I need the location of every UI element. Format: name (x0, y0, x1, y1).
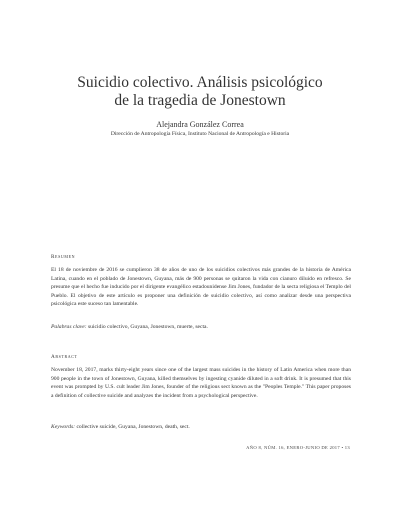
abstract-heading: Abstract (51, 354, 78, 360)
abstract-keywords-text: collective suicide, Guyana, Jonestown, death, sect. (76, 424, 190, 430)
page-footer: AÑO 8, NÚM. 16, ENERO-JUNIO DE 2017 • 13 (246, 445, 350, 450)
abstract-text: November 18, 2017, marks thirty-eight years since one of the largest mass suicides in the history of Latin America when more than 900 people in the town of Jonestown, Guyana, killed themselves by ingesting cyanide diluted in a soft drink. It is presumed that this event was prompted by U.S. cult leader Jim Jones, founder of the religious sect known as the "Peoples Temple." This paper proposes a definition of collective suicide and analyzes the incident from a psychological perspective. (51, 367, 351, 399)
title-line-2: de la tragedia de Jonestown (114, 92, 286, 109)
title-line-1: Suicidio colectivo. Análisis psicológico (77, 74, 323, 91)
resumen-keywords-text: suicidio colectivo, Guyana, Jonestown, muerte, secta. (87, 324, 208, 330)
author-affiliation: Dirección de Antropología Física, Instituto Nacional de Antropología e Historia (110, 131, 290, 137)
author-name: Alejandra González Correa (156, 120, 244, 129)
resumen-heading: Resumen (51, 254, 76, 260)
resumen-keywords-label: Palabras clave: (51, 324, 87, 330)
abstract-keywords (51, 423, 351, 431)
article-title (60, 74, 340, 110)
resumen-text: El 18 de noviembre de 2016 se cumplieron 38 de años de uno de los suicidios colectivos más grandes de la historia de América Latina, cuando en el poblado de Jonestown, Guyana, más de 900 personas se quitaron la vida con cianuro diluido en refresco. Se presume que el hecho fue inducido por el dirigente evangélico estadounidense Jim Jones, fundador de la secta religiosa el Templo del Pueblo. El objetivo de este artículo es proponer una definición de suicidio colectivo, así como analizar desde una perspectiva psicológica este suceso tan lamentable. (51, 267, 351, 308)
resumen-keywords (51, 323, 351, 331)
abstract-keywords-label: Keywords: (51, 424, 76, 430)
